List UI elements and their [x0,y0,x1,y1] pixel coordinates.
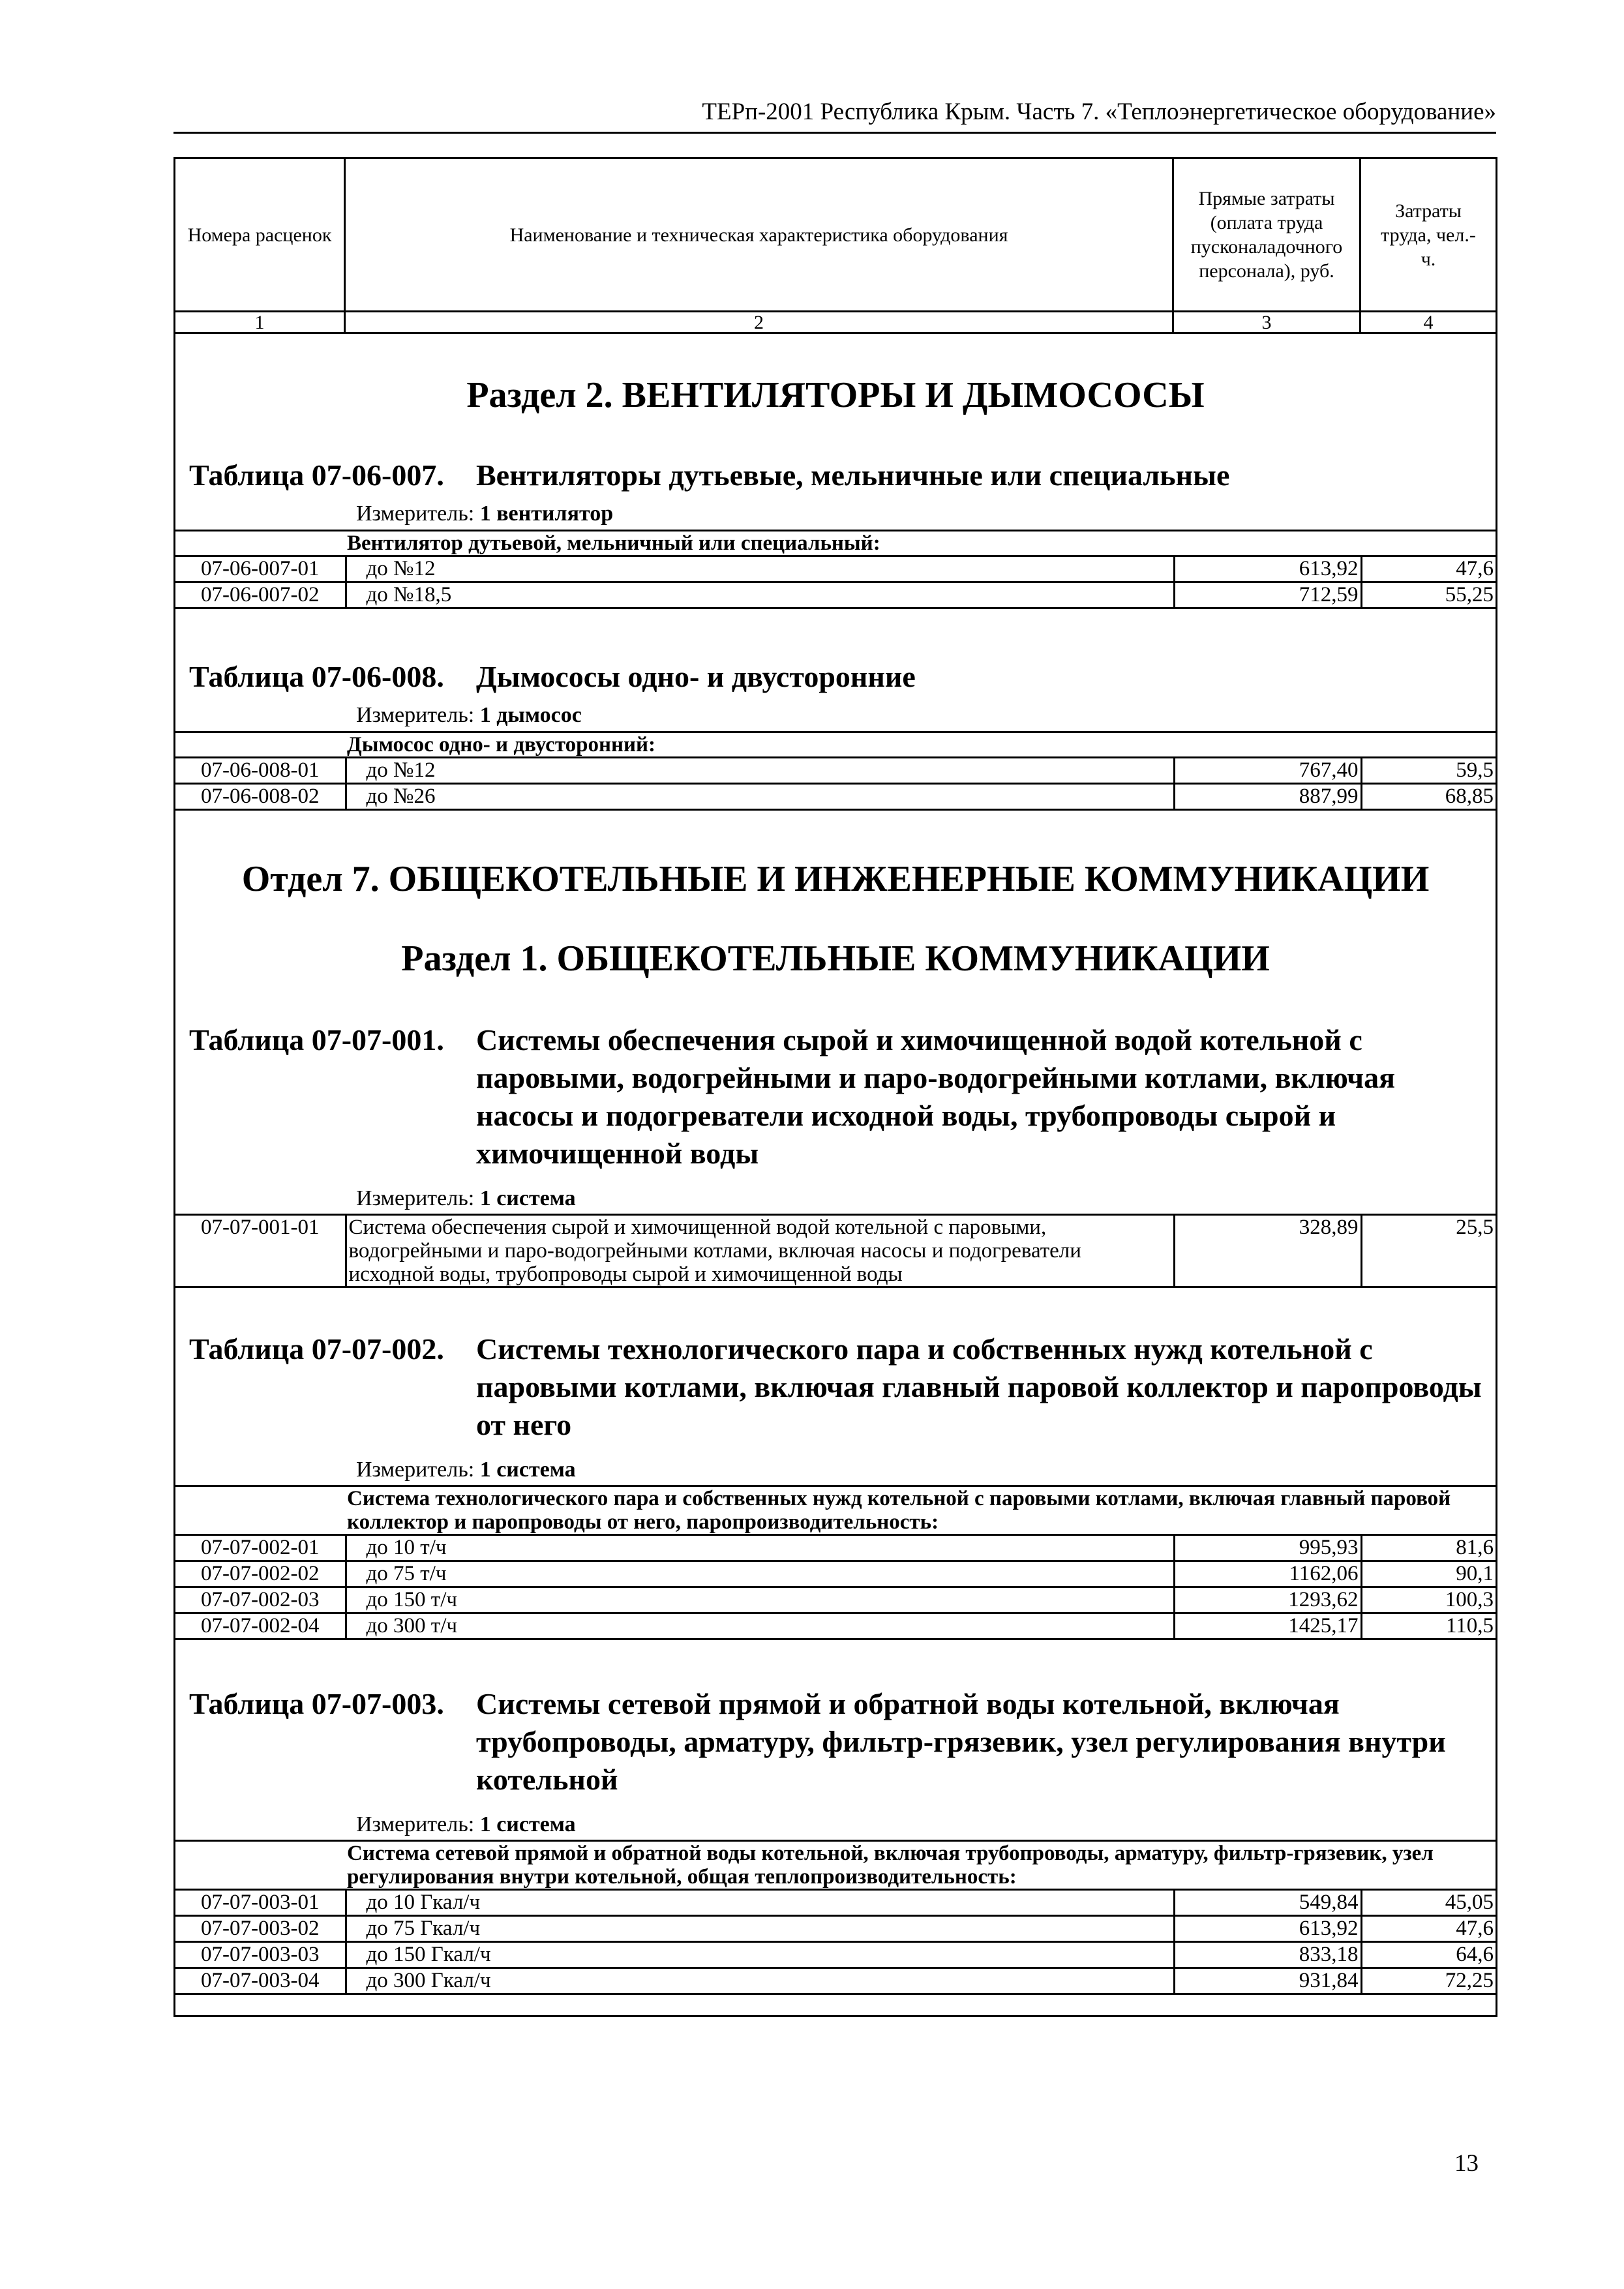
measure-label: Измеритель: [356,501,475,526]
table-row [175,556,1496,582]
rates-table [175,1485,1496,1640]
table-label: Таблица 07-07-001. [189,1023,444,1056]
col-number-4: 4 [1423,312,1434,333]
measure-value: 1 система [479,1458,576,1482]
group-row [175,732,1496,758]
section-title: Раздел 2. ВЕНТИЛЯТОРЫ И ДЫМОСОСЫ [466,375,1205,415]
rate-code: 07-07-002-02 [175,1561,346,1587]
rate-code: 07-07-002-01 [175,1535,346,1561]
rate-labor: 100,3 [1361,1587,1496,1613]
col-header-cost: Прямые затраты (оплата труда пусконаладочного персонала), руб. [1174,159,1361,310]
table-row [175,1535,1496,1561]
rate-cost: 613,92 [1174,556,1361,582]
measure-value: 1 система [479,1186,576,1210]
measure-line [356,1457,576,1483]
page-number: 13 [1454,2150,1479,2177]
rate-code: 07-07-003-01 [175,1890,346,1916]
rate-cost: 613,92 [1174,1916,1361,1942]
rate-code: 07-07-003-04 [175,1968,346,1994]
rate-cost: 887,99 [1174,784,1361,810]
rate-code: 07-06-007-02 [175,582,346,608]
measure-line [356,1812,576,1838]
table-label: Таблица 07-07-003. [189,1687,444,1720]
table-row [175,1215,1496,1287]
measure-value: 1 вентилятор [479,501,614,526]
rate-code: 07-07-002-04 [175,1613,346,1639]
rate-cost: 712,59 [1174,582,1361,608]
rate-labor: 68,85 [1361,784,1496,810]
rate-labor: 59,5 [1361,758,1496,784]
rate-name: до 300 Гкал/ч [346,1968,1174,1994]
rate-labor: 90,1 [1361,1561,1496,1587]
rate-code: 07-07-001-01 [175,1215,346,1287]
running-header: ТЕРп-2001 Республика Крым. Часть 7. «Теплоэнергетическое оборудование» [702,98,1496,125]
col-number-2: 2 [346,312,1174,334]
table-caption: Системы технологического пара и собственных нужд котельной с паровыми котлами, включая главный паровой коллектор и паропроводы от него [476,1332,1482,1441]
rate-code: 07-06-007-01 [175,556,346,582]
rate-name: до №12 [346,556,1174,582]
group-heading: Вентилятор дутьевой, мельничный или специальный: [175,531,1496,556]
rate-labor: 110,5 [1361,1613,1496,1639]
document-frame [173,157,1497,2017]
group-row [175,531,1496,556]
table-row [175,1890,1496,1916]
rate-cost: 1293,62 [1174,1587,1361,1613]
column-numbers-row [175,310,1496,334]
rate-code: 07-07-003-03 [175,1942,346,1968]
rate-labor: 45,05 [1361,1890,1496,1916]
measure-line [356,702,582,728]
rates-table [175,1214,1496,1288]
rates-table [175,731,1496,811]
rate-name: до №26 [346,784,1174,810]
table-label: Таблица 07-06-008. [189,660,444,693]
measure-label: Измеритель: [356,1812,475,1836]
group-heading: Система технологического пара и собственных нужд котельной с паровыми котлами, включая главный паровой коллектор и паропроводы от него, паропроизводительность: [175,1486,1496,1535]
measure-value: 1 дымосос [479,703,582,727]
rate-name: до 300 т/ч [346,1613,1174,1639]
rate-cost: 1425,17 [1174,1613,1361,1639]
section-title: Раздел 1. ОБЩЕКОТЕЛЬНЫЕ КОММУНИКАЦИИ [401,938,1270,979]
rate-code: 07-06-008-02 [175,784,346,810]
measure-line [356,501,613,527]
rate-cost: 833,18 [1174,1942,1361,1968]
group-heading: Дымосос одно- и двусторонний: [175,732,1496,758]
table-caption: Вентиляторы дутьевые, мельничные или специальные [476,458,1230,492]
header-rule [173,132,1496,134]
measure-line [356,1186,576,1212]
table-caption: Системы обеспечения сырой и химочищенной водой котельной с паровыми, водогрейными и паро-водогрейными котлами, включая насосы и подогреватели исходной воды, трубопроводы сырой и химочищенной воды [476,1023,1395,1170]
table-row [175,1587,1496,1613]
rate-cost: 931,84 [1174,1968,1361,1994]
table-row [175,1968,1496,1994]
rate-name: до 10 Гкал/ч [346,1890,1174,1916]
rate-labor: 25,5 [1361,1215,1496,1287]
table-label: Таблица 07-06-007. [189,458,444,492]
rate-labor: 47,6 [1361,1916,1496,1942]
rate-cost: 767,40 [1174,758,1361,784]
rate-name: до 10 т/ч [346,1535,1174,1561]
table-row [175,784,1496,810]
measure-label: Измеритель: [356,703,475,727]
table-label: Таблица 07-07-002. [189,1332,444,1366]
rate-cost: 549,84 [1174,1890,1361,1916]
col-header-codes: Номера расценок [175,159,346,310]
rate-labor: 55,25 [1361,582,1496,608]
table-caption: Дымососы одно- и двусторонние [476,660,916,693]
rates-table [175,530,1496,609]
col-header-name: Наименование и техническая характеристика оборудования [346,159,1174,310]
col-header-labor: Затраты труда, чел.-ч. [1381,200,1476,270]
rate-name: до 150 т/ч [346,1587,1174,1613]
rate-cost: 328,89 [1174,1215,1361,1287]
rate-name: до №12 [346,758,1174,784]
rates-table [175,1840,1496,1995]
rate-name: до 75 Гкал/ч [346,1916,1174,1942]
rate-labor: 64,6 [1361,1942,1496,1968]
table-row [175,1561,1496,1587]
rate-name: до №18,5 [346,582,1174,608]
rate-name: Система обеспечения сырой и химочищенной водой котельной с паровыми, водогрейными и паро-водогрейными котлами, включая насосы и подогреватели исходной воды, трубопроводы сырой и химочищенной воды [346,1215,1174,1287]
rate-code: 07-07-002-03 [175,1587,346,1613]
group-row [175,1841,1496,1890]
table-row [175,1916,1496,1942]
table-row [175,1942,1496,1968]
rate-code: 07-07-003-02 [175,1916,346,1942]
col-number-1: 1 [175,312,346,334]
rate-labor: 72,25 [1361,1968,1496,1994]
rate-name: до 150 Гкал/ч [346,1942,1174,1968]
rate-labor: 81,6 [1361,1535,1496,1561]
table-row [175,1613,1496,1639]
rate-cost: 995,93 [1174,1535,1361,1561]
group-heading: Система сетевой прямой и обратной воды котельной, включая трубопроводы, арматуру, фильтр-грязевик, узел регулирования внутри котельной, общая теплопроизводительность: [175,1841,1496,1890]
measure-label: Измеритель: [356,1186,475,1210]
rate-cost: 1162,06 [1174,1561,1361,1587]
measure-value: 1 система [479,1812,576,1836]
rate-code: 07-06-008-01 [175,758,346,784]
table-row [175,758,1496,784]
table-caption: Системы сетевой прямой и обратной воды котельной, включая трубопроводы, арматуру, фильтр-грязевик, узел регулирования внутри котельной [476,1687,1446,1796]
rate-labor: 47,6 [1361,556,1496,582]
rate-name: до 75 т/ч [346,1561,1174,1587]
table-row [175,582,1496,608]
col-number-3: 3 [1174,312,1361,334]
measure-label: Измеритель: [356,1458,475,1482]
group-row [175,1486,1496,1535]
department-title: Отдел 7. ОБЩЕКОТЕЛЬНЫЕ И ИНЖЕНЕРНЫЕ КОММУНИКАЦИИ [241,859,1430,899]
